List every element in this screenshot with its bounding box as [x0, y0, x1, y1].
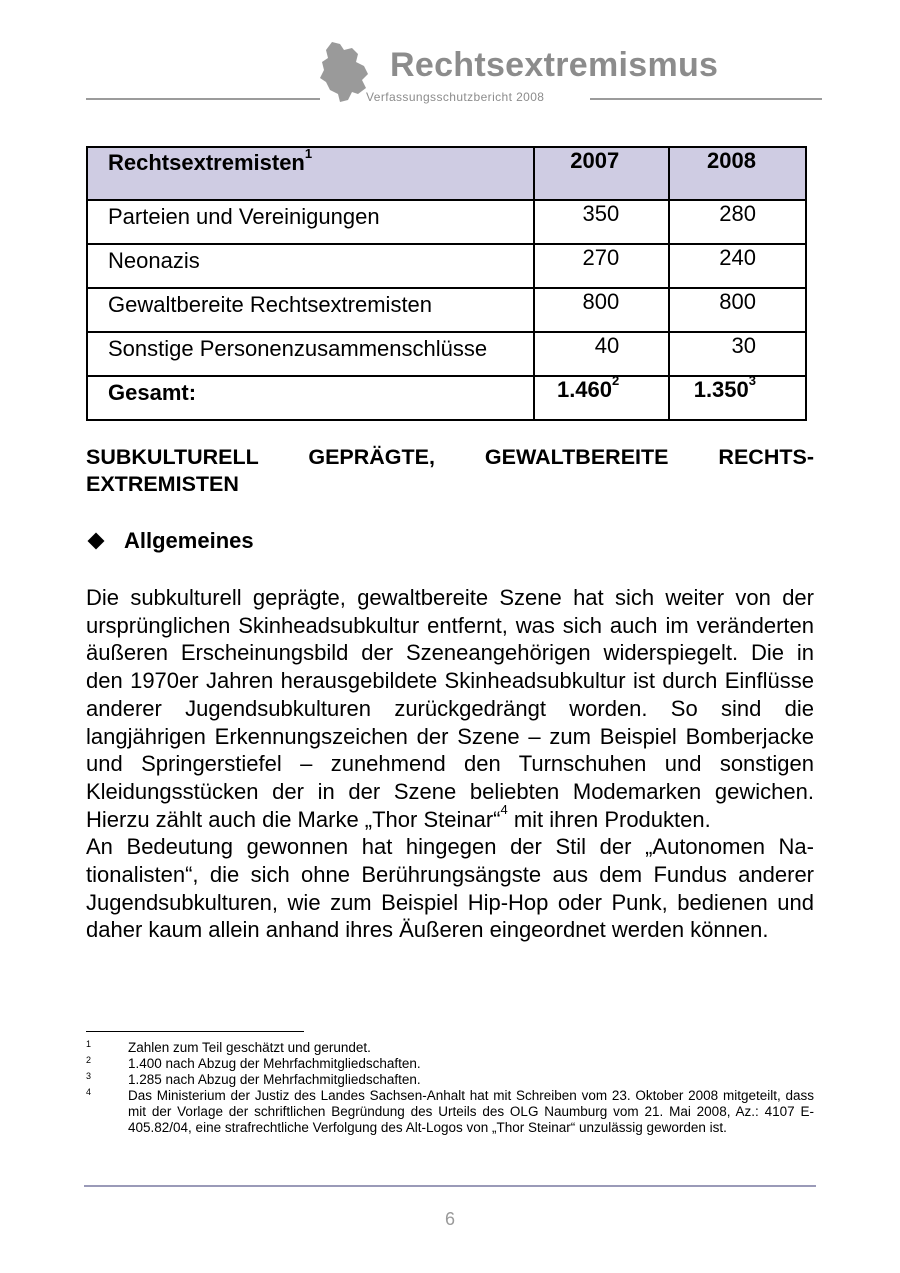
body-text: [86, 584, 814, 944]
row-label: Sonstige Personenzusammenschlüsse: [87, 332, 534, 376]
diamond-bullet-icon: [88, 533, 105, 550]
row-label: Gewaltbereite Rechtsextremisten: [87, 288, 534, 332]
paragraph: An Bedeutung gewonnen hat hingegen der Stil der „Autonomen Nationalisten“, die sich ohne Berührungsängste aus dem Fundus anderer Jugendsubkulturen, wie zum Beispiel Hip-Hop oder Punk, bedienen und daher kaum allein anhand ihres Äußeren eingeordnet werden können.: [86, 834, 814, 943]
footnote: [86, 1056, 814, 1072]
footnote-number: 1: [86, 1039, 92, 1049]
footnote-ref: 3: [748, 372, 756, 388]
footnote-number: 3: [86, 1071, 92, 1081]
total-label: Gesamt:: [87, 376, 534, 420]
header-rule-right: [590, 98, 822, 100]
row-value-2008: 800: [669, 288, 806, 332]
saxony-anhalt-map-icon: [318, 40, 370, 104]
row-value-2007: 350: [534, 200, 670, 244]
table-row: [87, 288, 806, 332]
footnote-text: Das Ministerium der Justiz des Landes Sachsen-Anhalt hat mit Schreiben vom 23. Oktober 2008 mitgeteilt, dass mit der Vorlage der schriftlichen Begründung des Urteils des OLG Naumburg vom 21. Mai 2008, Az.: 4107 E-405.82/04, eine strafrechtliche Verfolgung des Alt-Logos von „Thor Steinar“ unzulässig geworden ist.: [128, 1088, 814, 1135]
footer-rule: [84, 1185, 816, 1187]
subheading-label: Allgemeines: [124, 528, 254, 553]
footnote: [86, 1040, 814, 1056]
row-value-2008: 240: [669, 244, 806, 288]
section-heading-line2: EXTREMISTEN: [86, 472, 239, 496]
footnote-number: 4: [86, 1087, 92, 1097]
footnote-text: 1.400 nach Abzug der Mehrfachmitgliedschaften.: [128, 1056, 421, 1071]
row-value-2008: 30: [669, 332, 806, 376]
header-subtitle: Verfassungsschutzbericht 2008: [366, 90, 545, 104]
row-value-2008: 280: [669, 200, 806, 244]
subheading: [86, 528, 254, 554]
header-rule-left: [86, 98, 320, 100]
footnote-text: Zahlen zum Teil geschätzt und gerundet.: [128, 1040, 371, 1055]
footnote-text: 1.285 nach Abzug der Mehrfachmitgliedschaften.: [128, 1072, 421, 1087]
row-value-2007: 800: [534, 288, 670, 332]
footnote-ref: 1: [304, 145, 313, 161]
footnote-ref: 4: [500, 802, 508, 818]
row-label: Neonazis: [87, 244, 534, 288]
row-value-2007: 40: [534, 332, 670, 376]
table-header-label: Rechtsextremisten$^1$: [87, 147, 534, 200]
table-row: [87, 332, 806, 376]
footnote-ref: 2: [612, 372, 620, 388]
table-header-2007: 2007: [534, 147, 670, 200]
section-heading: [86, 444, 814, 498]
table-row: [87, 200, 806, 244]
footnote-number: 2: [86, 1055, 92, 1065]
total-value-2007: 1.460$^2$: [534, 376, 670, 420]
statistics-table: [86, 146, 807, 421]
header-title: Rechtsextremismus: [390, 46, 719, 84]
paragraph: Die subkulturell geprägte, gewaltbereite Szene hat sich weiter von der ursprünglichen Skinheadsubkultur entfernt, was sich auch im veränderten äußeren Erscheinungsbild der Szeneangehörigen widerspiegelt. Die in den 1970er Jahren herausgebildete Skinheadsubkultur ist durch Einflüsse anderer Jugendsubkulturen zurückgedrängt worden. So sind die langjährigen Erkennungszeichen der Szene – zum Beispiel Bomberjacke und Springerstiefel – zunehmend den Turnschuhen und sonstigen Kleidungsstücken der in der Szene beliebten Modemarken gewichen. Hierzu zählt auch die Marke „Thor Steinar“$^4$ mit ihren Produkten.: [86, 585, 814, 832]
table-total-row: [87, 376, 806, 420]
page-header: [0, 0, 900, 120]
footnote-separator: [86, 1031, 304, 1032]
table-header-row: [87, 147, 806, 200]
footnote: [86, 1088, 814, 1136]
row-label: Parteien und Vereinigungen: [87, 200, 534, 244]
table-row: [87, 244, 806, 288]
footnotes: [86, 1040, 814, 1136]
total-value-2008: 1.350$^3$: [669, 376, 806, 420]
page-number: 6: [444, 1209, 455, 1229]
row-value-2007: 270: [534, 244, 670, 288]
footnote: [86, 1072, 814, 1088]
section-heading-line1: SUBKULTURELL GEPRÄGTE, GEWALTBEREITE RECHTS-: [86, 445, 814, 469]
table-header-2008: 2008: [669, 147, 806, 200]
